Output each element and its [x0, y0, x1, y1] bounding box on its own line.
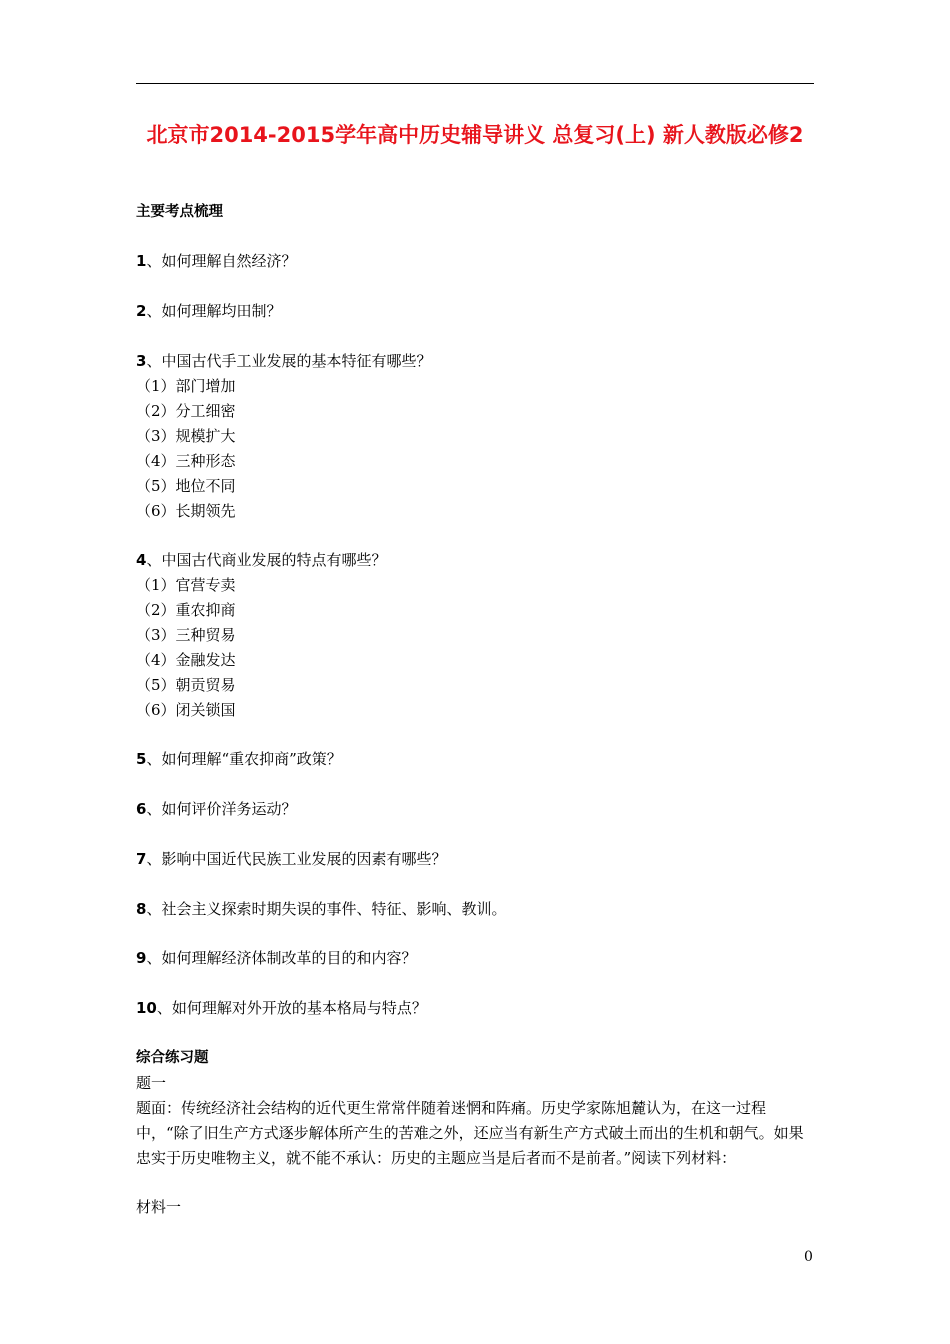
question-text: 、如何理解经济体制改革的目的和内容？ — [146, 949, 417, 967]
question-1 — [136, 251, 296, 271]
question-number: 10 — [136, 999, 157, 1017]
section-heading-exercises: 综合练习题 — [136, 1050, 209, 1066]
list-item: （4）三种形态 — [136, 452, 236, 470]
question-text: 、中国古代商业发展的特点有哪些？ — [146, 551, 387, 569]
question-number: 6 — [136, 800, 147, 818]
question-text: 、如何理解自然经济？ — [146, 252, 297, 270]
document-title: 北京市2014-2015学年高中历史辅导讲义 总复习(上) 新人教版必修2 — [146, 123, 804, 147]
list-item: （2）重农抑商 — [136, 601, 236, 619]
question-4 — [136, 550, 386, 570]
list-item: （3）三种贸易 — [136, 626, 236, 644]
question-text: 、如何理解“重农抑商”政策？ — [146, 750, 342, 768]
question-number: 5 — [136, 750, 147, 768]
question-8 — [136, 899, 506, 919]
question-10 — [136, 998, 427, 1018]
header-rule — [136, 83, 814, 84]
question-text: 、影响中国近代民族工业发展的因素有哪些？ — [146, 850, 447, 868]
list-item: （6）闭关锁国 — [136, 701, 236, 719]
list-item: （2）分工细密 — [136, 402, 236, 420]
question-number: 2 — [136, 302, 147, 320]
question-6 — [136, 799, 296, 819]
list-item: （4）金融发达 — [136, 651, 236, 669]
list-item: （5）朝贡贸易 — [136, 676, 236, 694]
question-text: 、如何评价洋务运动？ — [146, 800, 297, 818]
list-item: （5）地位不同 — [136, 477, 236, 495]
question-number: 7 — [136, 850, 147, 868]
question-text: 、如何理解均田制？ — [146, 302, 282, 320]
list-item: （3）规模扩大 — [136, 427, 236, 445]
section-heading-key-points: 主要考点梳理 — [136, 204, 223, 220]
exercise-label: 题一 — [136, 1074, 167, 1092]
question-number: 9 — [136, 949, 147, 967]
list-item: （1）部门增加 — [136, 377, 236, 395]
question-number: 3 — [136, 352, 147, 370]
question-number: 4 — [136, 551, 147, 569]
list-item: （6）长期领先 — [136, 502, 236, 520]
question-9 — [136, 948, 416, 968]
question-text: 、如何理解对外开放的基本格局与特点？ — [156, 999, 427, 1017]
question-7 — [136, 849, 446, 869]
question-5 — [136, 749, 342, 769]
question-3 — [136, 351, 431, 371]
list-item: （1）官营专卖 — [136, 576, 236, 594]
exercise-text: 题面：传统经济社会结构的近代更生常常伴随着迷惘和阵痛。历史学家陈旭麓认为，在这一过程中，“除了旧生产方式逐步解体所产生的苦难之外，还应当有新生产方式破土而出的生机和朝气。如果忠实于历史唯物主义，就不能不承认：历史的主题应当是后者而不是前者。”阅读下列材料： — [136, 1099, 804, 1167]
page-number: 0 — [804, 1249, 813, 1265]
question-2 — [136, 301, 281, 321]
question-number: 8 — [136, 900, 147, 918]
question-text: 、中国古代手工业发展的基本特征有哪些？ — [146, 352, 432, 370]
question-number: 1 — [136, 252, 147, 270]
material-label: 材料一 — [136, 1198, 182, 1216]
question-text: 、社会主义探索时期失误的事件、特征、影响、教训。 — [146, 900, 507, 918]
